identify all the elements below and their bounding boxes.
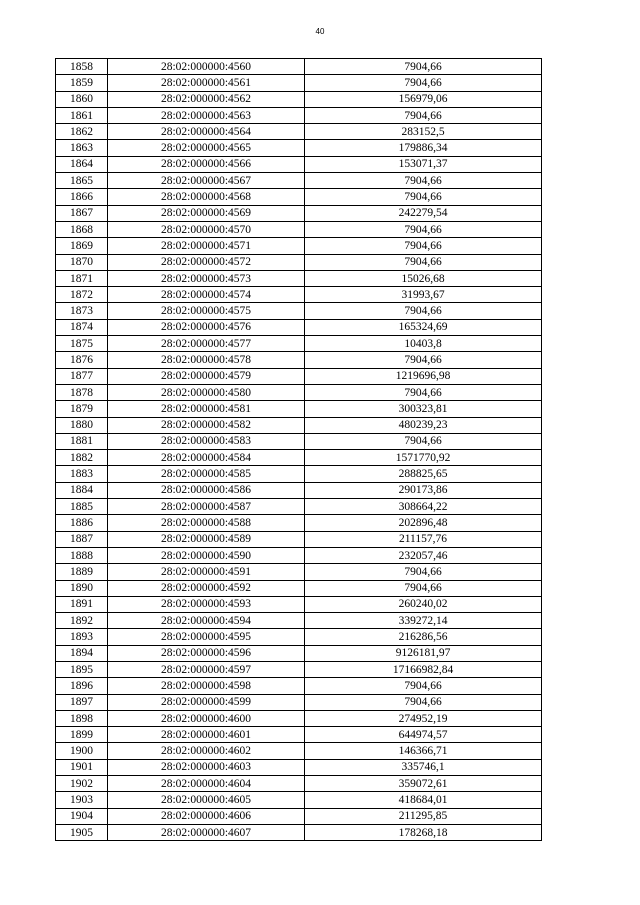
value-cell: 7904,66 <box>305 173 542 189</box>
row-number-cell: 1894 <box>56 645 108 661</box>
value-cell: 7904,66 <box>305 433 542 449</box>
row-number-cell: 1863 <box>56 140 108 156</box>
cadastral-number-cell: 28:02:000000:4596 <box>108 645 305 661</box>
value-cell: 1219696,98 <box>305 368 542 384</box>
table-row <box>56 124 542 140</box>
cadastral-number-cell: 28:02:000000:4582 <box>108 417 305 433</box>
row-number-cell: 1905 <box>56 824 108 840</box>
table-row <box>56 173 542 189</box>
value-cell: 274952,19 <box>305 710 542 726</box>
table-row <box>56 401 542 417</box>
value-cell: 359072,61 <box>305 776 542 792</box>
row-number-cell: 1880 <box>56 417 108 433</box>
value-cell: 242279,54 <box>305 205 542 221</box>
value-cell: 17166982,84 <box>305 661 542 677</box>
table-row <box>56 336 542 352</box>
cadastral-number-cell: 28:02:000000:4598 <box>108 678 305 694</box>
value-cell: 418684,01 <box>305 792 542 808</box>
page-number: 40 <box>315 27 325 36</box>
table-row <box>56 254 542 270</box>
row-number-cell: 1899 <box>56 727 108 743</box>
value-cell: 1571770,92 <box>305 450 542 466</box>
value-cell: 211157,76 <box>305 531 542 547</box>
row-number-cell: 1867 <box>56 205 108 221</box>
row-number-cell: 1881 <box>56 433 108 449</box>
cadastral-number-cell: 28:02:000000:4590 <box>108 547 305 563</box>
table-row <box>56 759 542 775</box>
value-cell: 335746,1 <box>305 759 542 775</box>
value-cell: 15026,68 <box>305 270 542 286</box>
table-row <box>56 352 542 368</box>
value-cell: 7904,66 <box>305 238 542 254</box>
value-cell: 7904,66 <box>305 580 542 596</box>
row-number-cell: 1859 <box>56 75 108 91</box>
cadastral-number-cell: 28:02:000000:4600 <box>108 710 305 726</box>
row-number-cell: 1873 <box>56 303 108 319</box>
value-cell: 216286,56 <box>305 629 542 645</box>
value-cell: 644974,57 <box>305 727 542 743</box>
table-row <box>56 75 542 91</box>
row-number-cell: 1878 <box>56 384 108 400</box>
cadastral-number-cell: 28:02:000000:4583 <box>108 433 305 449</box>
table-row <box>56 107 542 123</box>
row-number-cell: 1879 <box>56 401 108 417</box>
cadastral-number-cell: 28:02:000000:4584 <box>108 450 305 466</box>
value-cell: 7904,66 <box>305 694 542 710</box>
cadastral-number-cell: 28:02:000000:4603 <box>108 759 305 775</box>
cadastral-number-cell: 28:02:000000:4604 <box>108 776 305 792</box>
row-number-cell: 1892 <box>56 613 108 629</box>
value-cell: 153071,37 <box>305 156 542 172</box>
cadastral-number-cell: 28:02:000000:4589 <box>108 531 305 547</box>
row-number-cell: 1895 <box>56 661 108 677</box>
cadastral-number-cell: 28:02:000000:4591 <box>108 564 305 580</box>
cadastral-number-cell: 28:02:000000:4562 <box>108 91 305 107</box>
row-number-cell: 1875 <box>56 336 108 352</box>
table-row <box>56 645 542 661</box>
table-row <box>56 319 542 335</box>
cadastral-number-cell: 28:02:000000:4570 <box>108 221 305 237</box>
row-number-cell: 1901 <box>56 759 108 775</box>
row-number-cell: 1877 <box>56 368 108 384</box>
row-number-cell: 1865 <box>56 173 108 189</box>
value-cell: 290173,86 <box>305 482 542 498</box>
cadastral-number-cell: 28:02:000000:4580 <box>108 384 305 400</box>
value-cell: 260240,02 <box>305 596 542 612</box>
table-row <box>56 792 542 808</box>
cadastral-number-cell: 28:02:000000:4571 <box>108 238 305 254</box>
table-row <box>56 156 542 172</box>
row-number-cell: 1864 <box>56 156 108 172</box>
table-row <box>56 287 542 303</box>
table-row <box>56 205 542 221</box>
cadastral-number-cell: 28:02:000000:4573 <box>108 270 305 286</box>
value-cell: 7904,66 <box>305 564 542 580</box>
cadastral-number-cell: 28:02:000000:4601 <box>108 727 305 743</box>
cadastral-number-cell: 28:02:000000:4579 <box>108 368 305 384</box>
cadastral-number-cell: 28:02:000000:4567 <box>108 173 305 189</box>
row-number-cell: 1869 <box>56 238 108 254</box>
cadastral-number-cell: 28:02:000000:4593 <box>108 596 305 612</box>
row-number-cell: 1896 <box>56 678 108 694</box>
table-row <box>56 564 542 580</box>
value-cell: 480239,23 <box>305 417 542 433</box>
cadastral-number-cell: 28:02:000000:4581 <box>108 401 305 417</box>
cadastral-number-cell: 28:02:000000:4565 <box>108 140 305 156</box>
value-cell: 7904,66 <box>305 254 542 270</box>
row-number-cell: 1886 <box>56 515 108 531</box>
value-cell: 7904,66 <box>305 384 542 400</box>
cadastral-number-cell: 28:02:000000:4599 <box>108 694 305 710</box>
row-number-cell: 1874 <box>56 319 108 335</box>
table-row <box>56 678 542 694</box>
row-number-cell: 1903 <box>56 792 108 808</box>
value-cell: 7904,66 <box>305 303 542 319</box>
row-number-cell: 1866 <box>56 189 108 205</box>
value-cell: 300323,81 <box>305 401 542 417</box>
row-number-cell: 1872 <box>56 287 108 303</box>
value-cell: 339272,14 <box>305 613 542 629</box>
cadastral-number-cell: 28:02:000000:4561 <box>108 75 305 91</box>
table-row <box>56 776 542 792</box>
value-cell: 146366,71 <box>305 743 542 759</box>
cadastral-number-cell: 28:02:000000:4564 <box>108 124 305 140</box>
value-cell: 211295,85 <box>305 808 542 824</box>
cadastral-number-cell: 28:02:000000:4605 <box>108 792 305 808</box>
row-number-cell: 1883 <box>56 466 108 482</box>
row-number-cell: 1889 <box>56 564 108 580</box>
cadastral-number-cell: 28:02:000000:4588 <box>108 515 305 531</box>
row-number-cell: 1893 <box>56 629 108 645</box>
table-row <box>56 433 542 449</box>
table-row <box>56 368 542 384</box>
value-cell: 7904,66 <box>305 107 542 123</box>
cadastral-number-cell: 28:02:000000:4569 <box>108 205 305 221</box>
table-body <box>56 59 542 841</box>
table-row <box>56 466 542 482</box>
table-row <box>56 221 542 237</box>
cadastral-number-cell: 28:02:000000:4574 <box>108 287 305 303</box>
row-number-cell: 1888 <box>56 547 108 563</box>
table-row <box>56 450 542 466</box>
table-row <box>56 140 542 156</box>
cadastral-number-cell: 28:02:000000:4587 <box>108 499 305 515</box>
table-row <box>56 661 542 677</box>
cadastral-number-cell: 28:02:000000:4572 <box>108 254 305 270</box>
row-number-cell: 1898 <box>56 710 108 726</box>
value-cell: 179886,34 <box>305 140 542 156</box>
cadastral-number-cell: 28:02:000000:4566 <box>108 156 305 172</box>
table-row <box>56 238 542 254</box>
value-cell: 7904,66 <box>305 59 542 75</box>
value-cell: 7904,66 <box>305 678 542 694</box>
row-number-cell: 1858 <box>56 59 108 75</box>
value-cell: 165324,69 <box>305 319 542 335</box>
cadastral-number-cell: 28:02:000000:4578 <box>108 352 305 368</box>
value-cell: 31993,67 <box>305 287 542 303</box>
cadastral-number-cell: 28:02:000000:4595 <box>108 629 305 645</box>
table-row <box>56 384 542 400</box>
cadastral-number-cell: 28:02:000000:4602 <box>108 743 305 759</box>
row-number-cell: 1891 <box>56 596 108 612</box>
cadastral-number-cell: 28:02:000000:4563 <box>108 107 305 123</box>
value-cell: 7904,66 <box>305 352 542 368</box>
table-row <box>56 808 542 824</box>
table-row <box>56 596 542 612</box>
table-row <box>56 499 542 515</box>
cadastral-number-cell: 28:02:000000:4560 <box>108 59 305 75</box>
row-number-cell: 1871 <box>56 270 108 286</box>
row-number-cell: 1860 <box>56 91 108 107</box>
table-row <box>56 824 542 840</box>
value-cell: 232057,46 <box>305 547 542 563</box>
table-row <box>56 59 542 75</box>
row-number-cell: 1876 <box>56 352 108 368</box>
table-row <box>56 270 542 286</box>
table-row <box>56 303 542 319</box>
cadastral-number-cell: 28:02:000000:4607 <box>108 824 305 840</box>
row-number-cell: 1900 <box>56 743 108 759</box>
table-row <box>56 743 542 759</box>
table-row <box>56 727 542 743</box>
cadastral-number-cell: 28:02:000000:4576 <box>108 319 305 335</box>
value-cell: 288825,65 <box>305 466 542 482</box>
cadastral-number-cell: 28:02:000000:4577 <box>108 336 305 352</box>
row-number-cell: 1897 <box>56 694 108 710</box>
table-row <box>56 629 542 645</box>
row-number-cell: 1862 <box>56 124 108 140</box>
row-number-cell: 1902 <box>56 776 108 792</box>
cadastral-number-cell: 28:02:000000:4575 <box>108 303 305 319</box>
table-row <box>56 515 542 531</box>
row-number-cell: 1904 <box>56 808 108 824</box>
cadastral-value-table <box>55 58 542 841</box>
cadastral-number-cell: 28:02:000000:4597 <box>108 661 305 677</box>
value-cell: 308664,22 <box>305 499 542 515</box>
table-row <box>56 91 542 107</box>
row-number-cell: 1885 <box>56 499 108 515</box>
table-row <box>56 694 542 710</box>
value-cell: 178268,18 <box>305 824 542 840</box>
table-row <box>56 417 542 433</box>
value-cell: 156979,06 <box>305 91 542 107</box>
cadastral-number-cell: 28:02:000000:4586 <box>108 482 305 498</box>
cadastral-number-cell: 28:02:000000:4585 <box>108 466 305 482</box>
table-row <box>56 482 542 498</box>
table-row <box>56 531 542 547</box>
value-cell: 202896,48 <box>305 515 542 531</box>
row-number-cell: 1882 <box>56 450 108 466</box>
value-cell: 10403,8 <box>305 336 542 352</box>
table-row <box>56 710 542 726</box>
row-number-cell: 1870 <box>56 254 108 270</box>
value-cell: 7904,66 <box>305 75 542 91</box>
row-number-cell: 1884 <box>56 482 108 498</box>
row-number-cell: 1861 <box>56 107 108 123</box>
value-cell: 7904,66 <box>305 221 542 237</box>
row-number-cell: 1887 <box>56 531 108 547</box>
cadastral-number-cell: 28:02:000000:4592 <box>108 580 305 596</box>
cadastral-number-cell: 28:02:000000:4594 <box>108 613 305 629</box>
table-row <box>56 189 542 205</box>
cadastral-number-cell: 28:02:000000:4568 <box>108 189 305 205</box>
row-number-cell: 1868 <box>56 221 108 237</box>
row-number-cell: 1890 <box>56 580 108 596</box>
table-row <box>56 613 542 629</box>
value-cell: 7904,66 <box>305 189 542 205</box>
table-row <box>56 580 542 596</box>
value-cell: 9126181,97 <box>305 645 542 661</box>
value-cell: 283152,5 <box>305 124 542 140</box>
table-row <box>56 547 542 563</box>
cadastral-number-cell: 28:02:000000:4606 <box>108 808 305 824</box>
